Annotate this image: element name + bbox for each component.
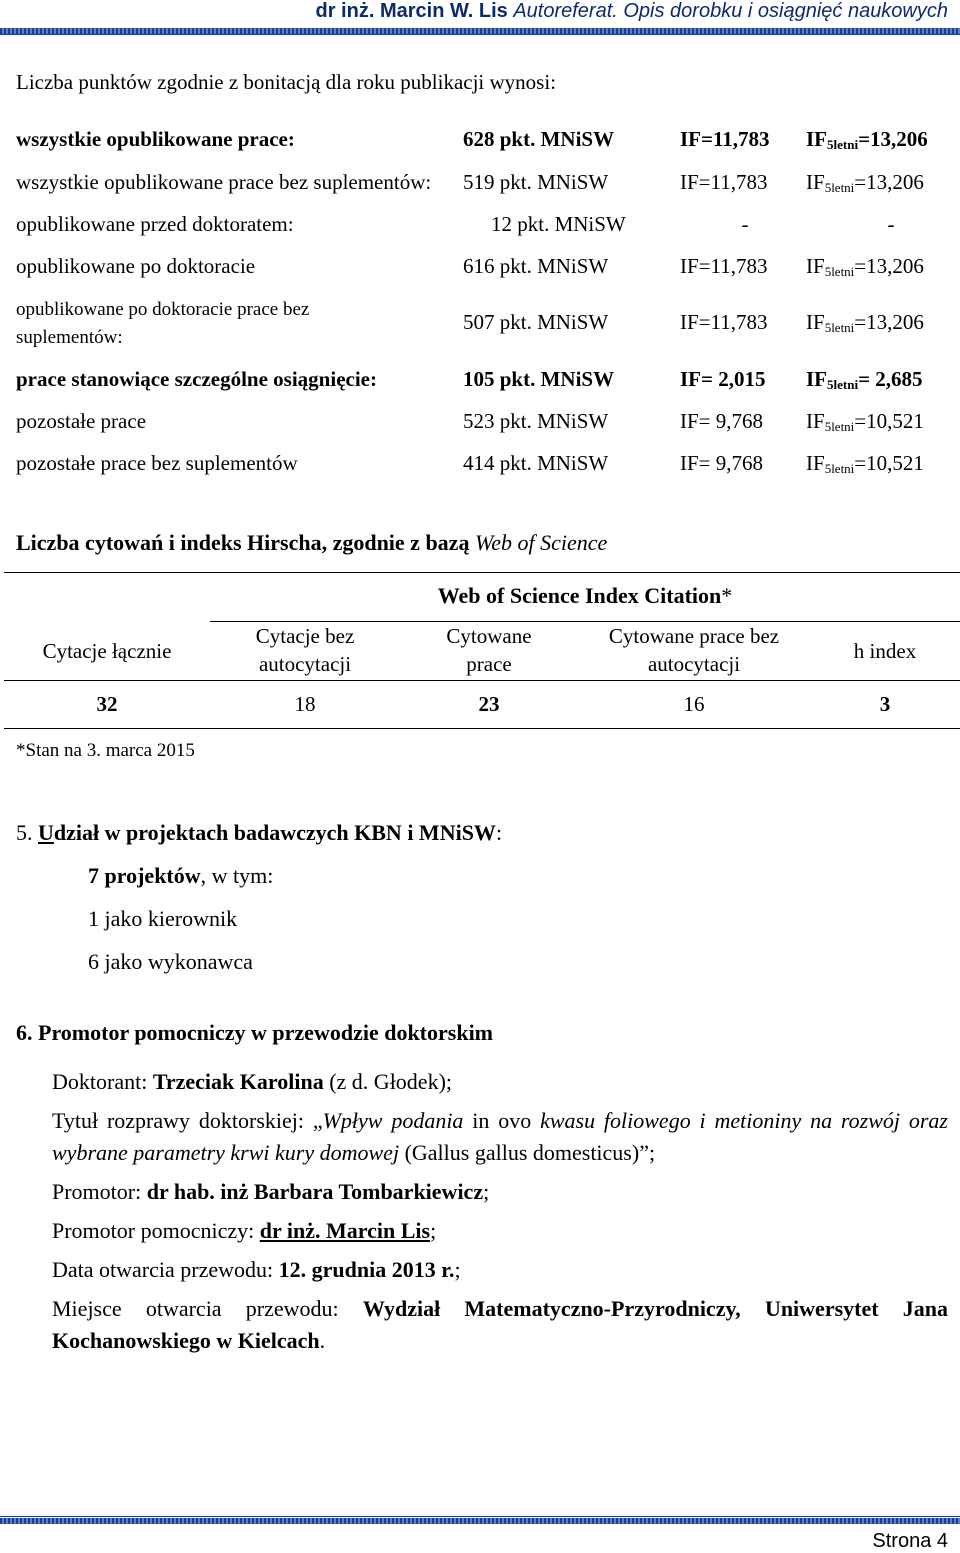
projects-count: 7 projektów, w tym: xyxy=(88,863,274,888)
row-points: 507 pkt. MNiSW xyxy=(463,310,609,334)
row-if: IF= 9,768 xyxy=(680,451,764,475)
row-if: IF= 9,768 xyxy=(680,409,764,433)
table-rule-top xyxy=(4,572,960,573)
row-if: IF=11,783 xyxy=(680,310,768,334)
citations-group-header: Web of Science Index Citation* xyxy=(437,583,733,608)
row-if5: $IF_{5letni}= 2,685$ xyxy=(806,367,923,392)
row-label: wszystkie opublikowane prace: xyxy=(16,127,295,151)
row-if5: $IF_{5letni}=13,206$ xyxy=(806,170,924,195)
opening-place: Miejsce otwarcia przewodu: Wydział Matematyczno-Przyrodniczy, Uniwersytet Jana Kochanowskiego w Kielcach. xyxy=(52,1296,948,1353)
row-points: 628 pkt. MNiSW xyxy=(463,127,615,151)
row-label: pozostałe prace xyxy=(16,409,147,433)
row-label: opublikowane po doktoracie xyxy=(16,254,256,278)
row-label: wszystkie opublikowane prace bez suplementów: xyxy=(16,170,432,194)
row-if5: - xyxy=(887,212,895,236)
value-no-self: 18 xyxy=(294,692,316,716)
citations-title: Liczba cytowań i indeks Hirscha, zgodnie z bazą Web of Science xyxy=(16,530,608,555)
header-title: Autoreferat. Opis dorobku i osiągnięć naukowych xyxy=(513,0,948,22)
row-points: 414 pkt. MNiSW xyxy=(463,451,609,475)
col-h-index: h index xyxy=(853,639,917,663)
row-points: 519 pkt. MNiSW xyxy=(463,170,609,194)
row-points: 616 pkt. MNiSW xyxy=(463,254,609,278)
value-cited: 23 xyxy=(478,692,500,716)
running-header xyxy=(316,0,949,23)
value-total: 32 xyxy=(96,692,118,716)
thesis-title: Tytuł rozprawy doktorskiej: „Wpływ podania in ovo kwasu foliowego i metioniny na rozwój oraz wybrane parametry krwi kury domowej (Gallus gallus domesticus)”; xyxy=(52,1108,948,1165)
row-if5: $IF_{5letni}=10,521$ xyxy=(806,409,924,434)
row-label: pozostałe prace bez suplementów xyxy=(16,451,298,475)
row-label: prace stanowiące szczególne osiągnięcie: xyxy=(16,367,377,391)
row-if: - xyxy=(741,212,749,236)
section-5-heading: 5. Udział w projektach badawczych KBN i MNiSW: xyxy=(16,820,503,845)
projects-contractor: 6 jako wykonawca xyxy=(88,949,253,974)
row-if5: $IF_{5letni}=13,206$ xyxy=(806,127,928,152)
value-h-index: 3 xyxy=(879,692,891,716)
row-points: 105 pkt. MNiSW xyxy=(463,367,615,391)
row-if: IF=11,783 xyxy=(680,254,768,278)
row-points: 12 pkt. MNiSW xyxy=(491,212,626,236)
promotor: Promotor: dr hab. inż Barbara Tombarkiewicz; xyxy=(52,1179,490,1204)
footer-rule xyxy=(0,1518,960,1524)
col-total: Cytacje łącznie xyxy=(42,639,172,663)
aux-promotor: Promotor pomocniczy: dr inż. Marcin Lis; xyxy=(52,1218,437,1243)
col-no-self: Cytacje bez autocytacji xyxy=(255,624,355,676)
row-if5: $IF_{5letni}=13,206$ xyxy=(806,310,924,335)
doctoral-student: Doktorant: Trzeciak Karolina (z d. Głodek); xyxy=(52,1069,453,1094)
col-cited: Cytowane prace xyxy=(446,624,532,676)
header-author: dr inż. Marcin W. Lis xyxy=(315,0,508,22)
row-if: IF=11,783 xyxy=(680,170,768,194)
opening-date: Data otwarcia przewodu: 12. grudnia 2013 r.; xyxy=(52,1257,461,1282)
citations-note: *Stan na 3. marca 2015 xyxy=(16,740,195,761)
row-if: IF= 2,015 xyxy=(680,367,766,391)
col-cited-no-self: Cytowane prace bez autocytacji xyxy=(608,624,780,676)
row-if5: $IF_{5letni}=13,206$ xyxy=(806,254,924,279)
row-label: opublikowane przed doktoratem: xyxy=(16,212,294,236)
section-6-heading: 6. Promotor pomocniczy w przewodzie doktorskim xyxy=(16,1020,494,1045)
table-rule-bottom xyxy=(4,728,960,729)
projects-leader: 1 jako kierownik xyxy=(88,906,238,931)
header-rule xyxy=(0,28,960,34)
page-number: Strona 4 xyxy=(872,1530,948,1552)
row-if5: $IF_{5letni}=10,521$ xyxy=(806,451,924,476)
table-rule-header xyxy=(4,680,960,681)
value-cited-no-self: 16 xyxy=(683,692,705,716)
row-if: IF=11,783 xyxy=(680,127,770,151)
row-points: 523 pkt. MNiSW xyxy=(463,409,609,433)
points-intro: Liczba punktów zgodnie z bonitacją dla roku publikacji wynosi: xyxy=(16,70,557,94)
row-label: opublikowane po doktoracie prace bez suplementów: xyxy=(16,299,310,348)
